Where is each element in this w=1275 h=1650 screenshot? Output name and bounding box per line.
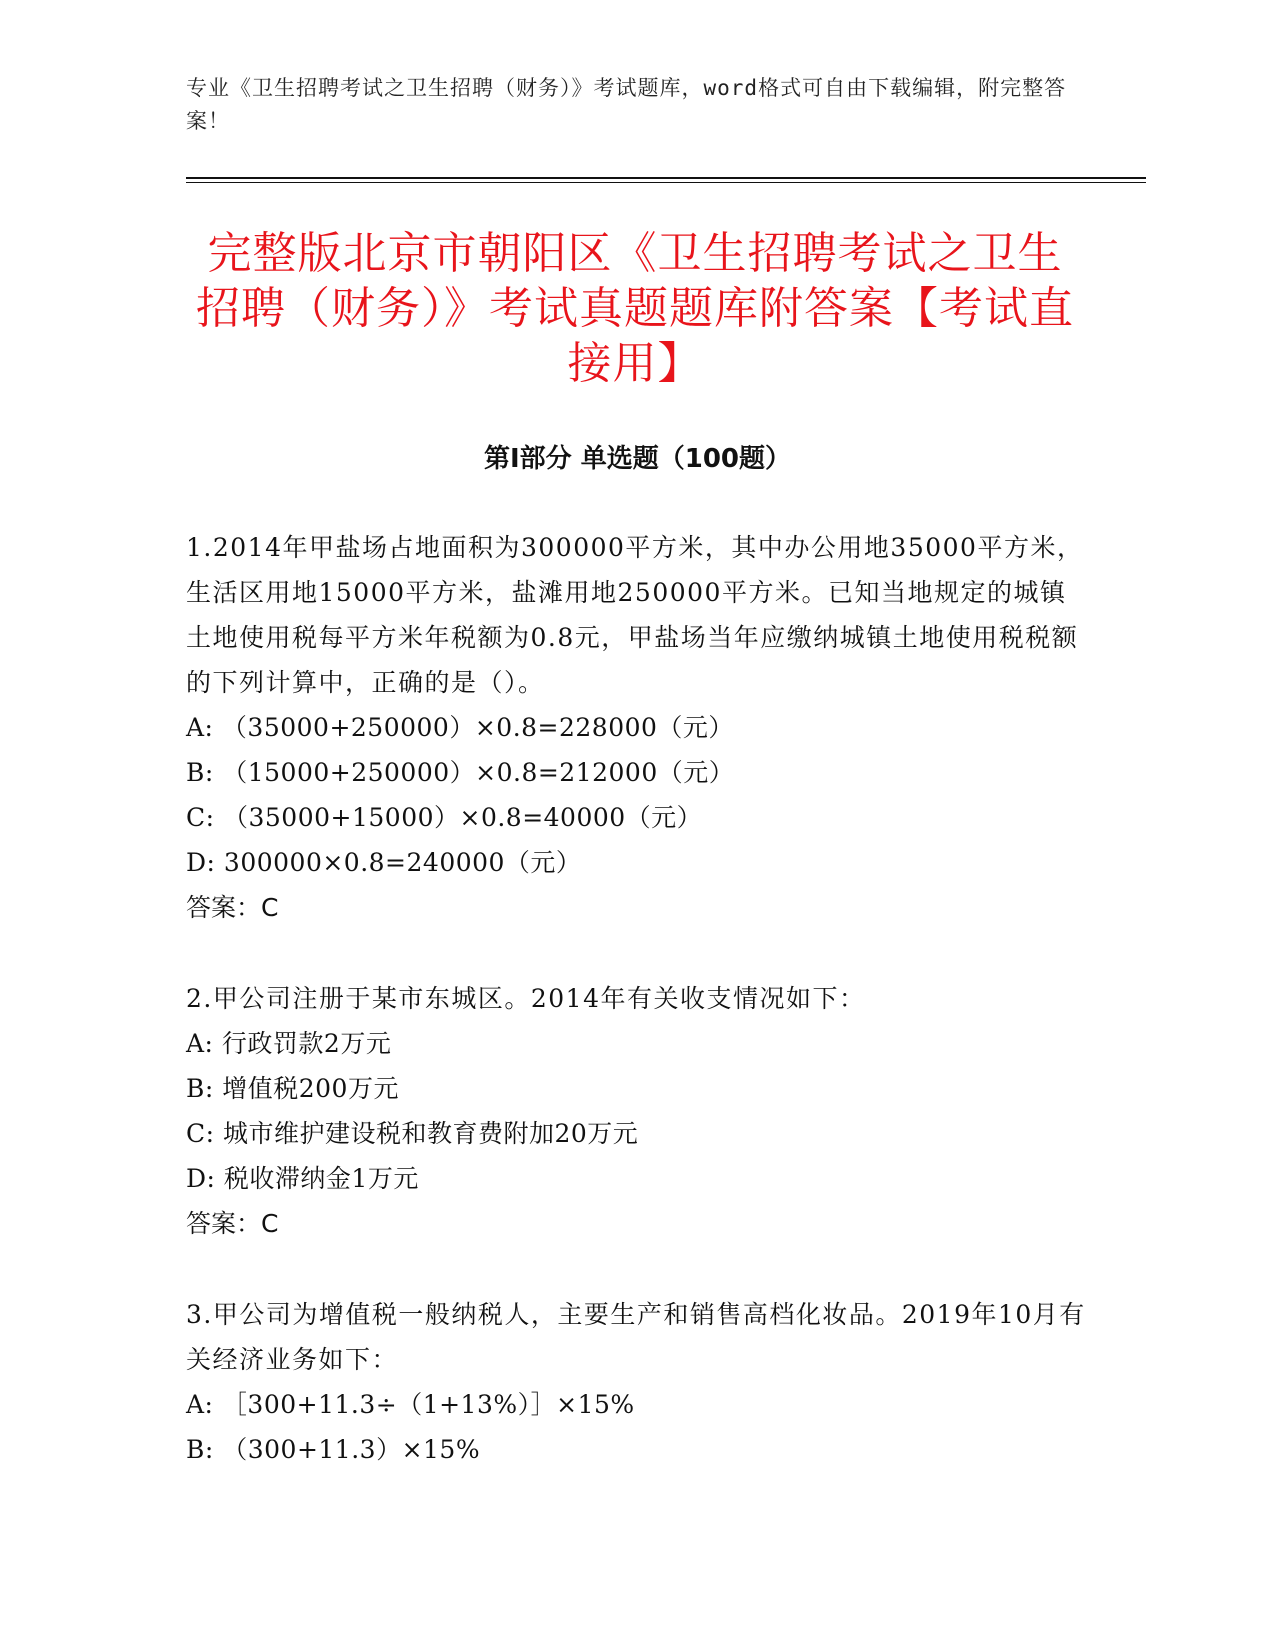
question-stem: 1.2014年甲盐场占地面积为300000平方米，其中办公用地35000平方米，生活区用地15000平方米，盐滩用地250000平方米。已知当地规定的城镇土地使用税每平方米年税额为0.8元，甲盐场当年应缴纳城镇土地使用税税额的下列计算中，正确的是（）。	[186, 533, 1084, 697]
option-b: B: （300+11.3）×15%	[186, 1435, 481, 1464]
question-stem: 2.甲公司注册于某市东城区。2014年有关收支情况如下：	[186, 984, 866, 1013]
option-a: A: 行政罚款2万元	[186, 1029, 392, 1058]
question-stem: 3.甲公司为增值税一般纳税人，主要生产和销售高档化妆品。2019年10月有关经济业务如下：	[186, 1300, 1086, 1374]
option-c: C: （35000+15000）×0.8=40000（元）	[186, 803, 703, 832]
header-rule-thin	[186, 182, 1146, 183]
question-list	[186, 525, 1086, 1518]
document-title: 完整版北京市朝阳区《卫生招聘考试之卫生招聘（财务）》考试真题题库附答案【考试直接用】	[196, 228, 1074, 389]
option-b: B: 增值税200万元	[186, 1074, 399, 1103]
option-a: A: ［300+11.3÷（1+13%）］×15%	[186, 1390, 635, 1419]
header-note: 专业《卫生招聘考试之卫生招聘（财务）》考试题库，word格式可自由下载编辑，附完整答案！	[186, 76, 1067, 133]
option-c: C: 城市维护建设税和教育费附加20万元	[186, 1119, 639, 1148]
option-a: A: （35000+250000）×0.8=228000（元）	[186, 713, 734, 742]
option-d: D: 300000×0.8=240000（元）	[186, 848, 582, 877]
answer-line: 答案：C	[186, 893, 279, 922]
option-d: D: 税收滞纳金1万元	[186, 1164, 419, 1193]
answer-line: 答案：C	[186, 1209, 279, 1238]
question-1	[186, 525, 1086, 930]
option-b: B: （15000+250000）×0.8=212000（元）	[186, 758, 735, 787]
header-rule-thick	[186, 177, 1146, 179]
question-3	[186, 1292, 1086, 1472]
question-2	[186, 976, 1086, 1246]
section-heading: 第Ⅰ部分 单选题（100题）	[484, 444, 791, 474]
